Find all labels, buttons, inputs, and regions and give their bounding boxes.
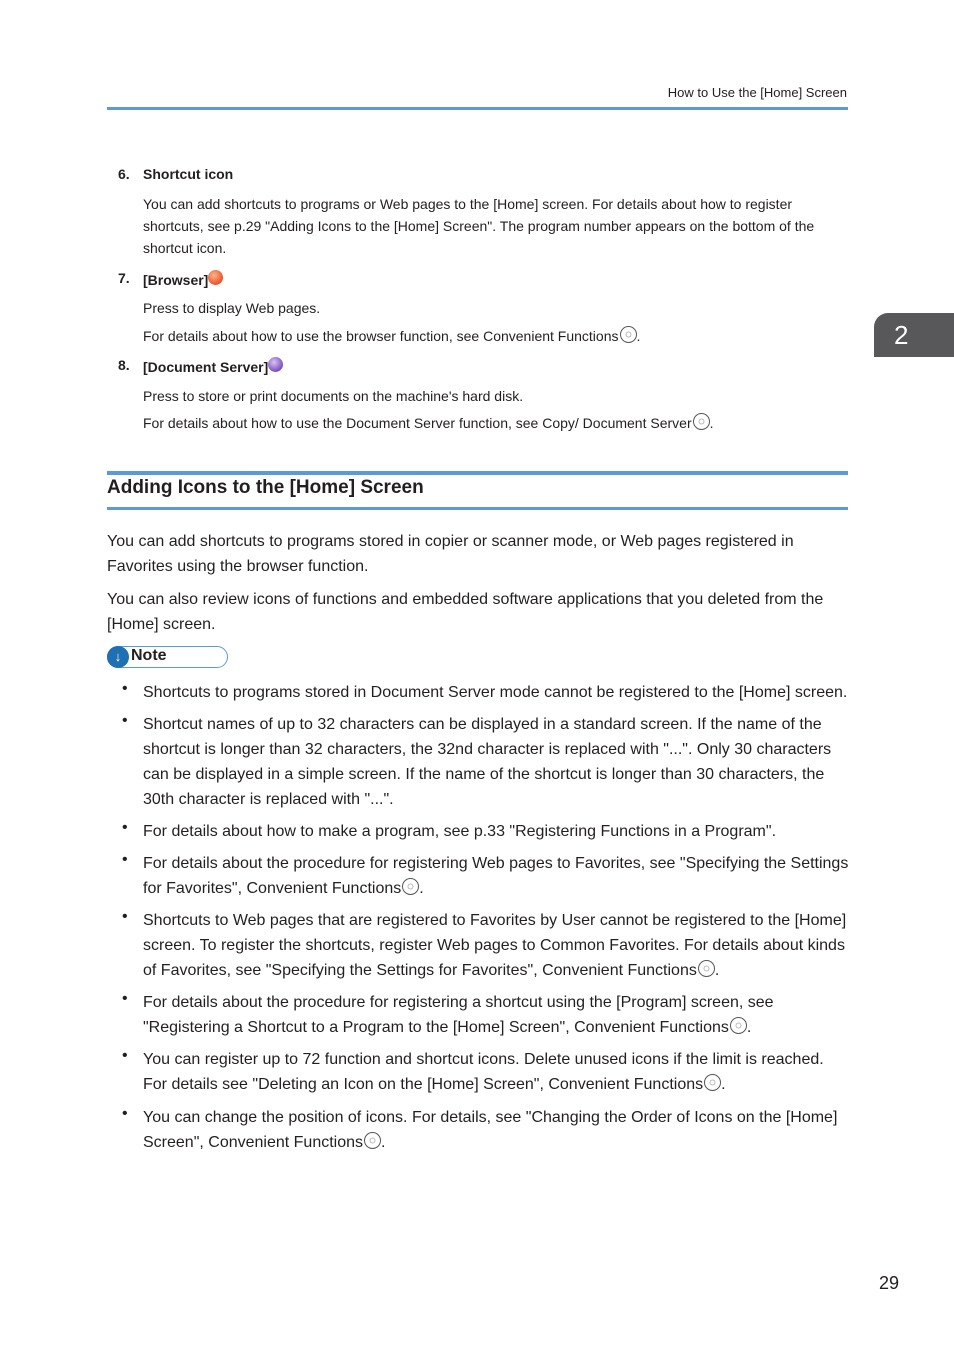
cd-icon — [693, 413, 710, 430]
bullet-text: For details about the procedure for registering Web pages to Favorites, see "Specifying the Settings for Favorites", Convenient Functions — [143, 855, 849, 897]
bullet-symbol: • — [122, 680, 128, 697]
note-bullet — [143, 908, 849, 983]
item-paragraph: Press to store or print documents on the machine's hard disk. — [143, 388, 524, 404]
note-bullet: For details about how to make a program, see p.33 "Registering Functions in a Program". — [143, 823, 777, 840]
bullet-symbol: • — [122, 908, 128, 925]
cd-icon — [402, 878, 419, 895]
note-bullet: Shortcut names of up to 32 characters can be displayed in a standard screen. If the name of the shortcut is longer than 32 characters, the 32nd character is replaced with "...". Only 30 characters can be displayed in a simple screen. If the name of the shortcut is longer than 30 characters, the 30th character is replaced with "...". — [143, 716, 832, 808]
item-number: 8. — [118, 357, 130, 373]
note-bullet: Shortcuts to programs stored in Document Server mode cannot be registered to the [Home] screen. — [143, 684, 848, 701]
note-bullet — [143, 990, 849, 1040]
cd-icon — [730, 1017, 747, 1034]
cd-icon — [364, 1132, 381, 1149]
item-number: 7. — [118, 270, 130, 286]
item-paragraph — [143, 325, 640, 347]
section-title: Adding Icons to the [Home] Screen — [107, 477, 424, 498]
period: . — [714, 962, 720, 979]
section-paragraph: You can also review icons of functions and embedded software applications that you deleted from the [Home] screen. — [107, 591, 824, 633]
browser-icon — [208, 270, 223, 285]
bullet-symbol: • — [122, 1105, 128, 1122]
period: . — [721, 1076, 726, 1093]
item-title-document-server — [143, 357, 283, 375]
bullet-symbol: • — [122, 819, 128, 836]
note-label: Note — [131, 647, 167, 664]
note-bullet — [143, 1047, 849, 1097]
period: . — [636, 328, 641, 344]
chapter-tab: 2 — [874, 313, 954, 357]
bullet-text: You can register up to 72 function and shortcut icons. Delete unused icons if the limit is reached. For details see "Deleting an Icon on the [Home] Screen", Convenient Functions — [143, 1051, 824, 1093]
section-rule-top — [107, 471, 848, 475]
paragraph-text: For details about how to use the Document Server function, see Copy/ Document Server — [143, 415, 692, 431]
item-title-text: [Browser] — [143, 272, 209, 288]
bullet-text: You can change the position of icons. For details, see "Changing the Order of Icons on the [Home] Screen", Convenient Functions — [143, 1109, 838, 1151]
bullet-text: Shortcuts to Web pages that are registered to Favorites by User cannot be registered to the [Home] screen. To register the shortcuts, register Web pages to Common Favorites. For details about kinds of Favorites, see "Specifying the Settings for Favorites", Convenient Functions — [143, 912, 847, 979]
section-rule-bottom — [107, 507, 848, 510]
cd-icon — [698, 960, 715, 977]
item-number: 6. — [118, 166, 130, 182]
item-paragraph: You can add shortcuts to programs or Web pages to the [Home] screen. For details about how to register shortcuts, see p.29 "Adding Icons to the [Home] Screen". The program number appears on the bottom of the shortcut icon. — [143, 196, 815, 256]
item-paragraph — [143, 412, 714, 434]
section-paragraph: You can add shortcuts to programs stored in copier or scanner mode, or Web pages registered in Favorites using the browser function. — [107, 533, 794, 575]
item-title-browser — [143, 270, 223, 288]
note-bullet — [143, 1105, 849, 1155]
header-rule — [107, 107, 848, 110]
bullet-symbol: • — [122, 1047, 128, 1064]
note-bullet — [143, 851, 849, 901]
cd-icon — [620, 326, 637, 343]
bullet-symbol: • — [122, 712, 128, 729]
bullet-symbol: • — [122, 851, 128, 868]
running-header: How to Use the [Home] Screen — [667, 85, 847, 100]
item-paragraph: Press to display Web pages. — [143, 300, 321, 316]
document-server-icon — [268, 357, 283, 372]
period: . — [419, 880, 424, 897]
bullet-text: For details about the procedure for registering a shortcut using the [Program] screen, see "Registering a Shortcut to a Program to the [Home] Screen", Convenient Functions — [143, 994, 774, 1036]
bullet-symbol: • — [122, 990, 128, 1007]
cd-icon — [704, 1074, 721, 1091]
arrow-down-icon: ↓ — [107, 646, 129, 668]
item-title-text: [Document Server] — [143, 359, 269, 375]
item-title-shortcut-icon: Shortcut icon — [143, 166, 234, 182]
paragraph-text: For details about how to use the browser function, see Convenient Functions — [143, 328, 619, 344]
page-number: 29 — [879, 1273, 900, 1293]
period: . — [746, 1019, 752, 1036]
period: . — [381, 1134, 386, 1151]
period: . — [709, 415, 714, 431]
